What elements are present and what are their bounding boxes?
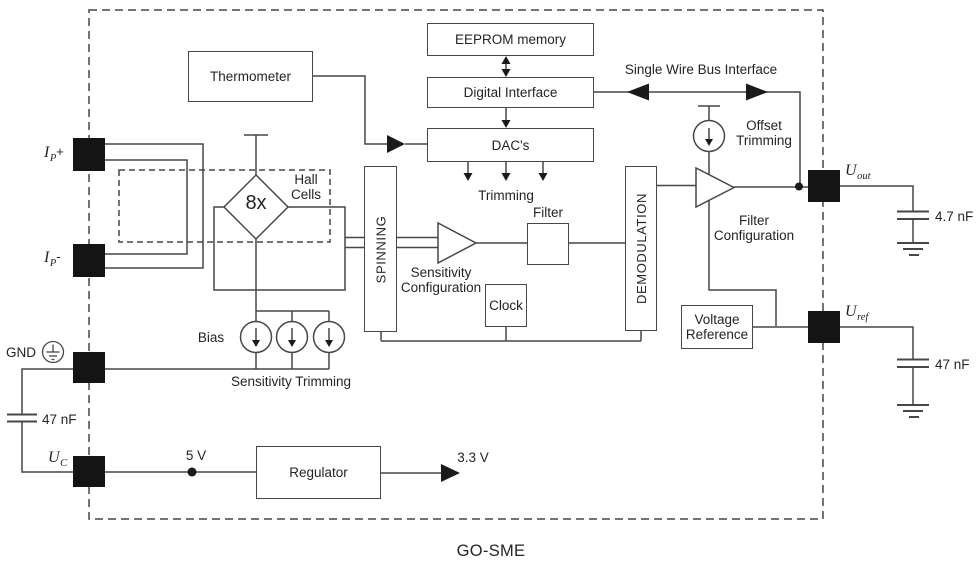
hall-frontend-outline [214,207,345,290]
thermometer-label: Thermometer [209,69,292,84]
spinning-block [364,166,397,332]
filter-configuration-label: Filter Configuration [713,213,795,243]
demodulation-label: DEMODULATION [633,193,649,304]
hall-cells-label: Hall Cells [290,172,321,202]
voltage-reference-label-2: Reference [685,327,749,342]
filter-block [527,223,569,265]
reference-cap-circuit [840,327,929,417]
regulator-label: Regulator [289,465,348,480]
demodulation-block [625,166,657,331]
clock-block [485,284,527,327]
offset-trimming-source [694,106,725,175]
pad-ip-plus [73,138,105,171]
filter-label: Filter [533,205,563,220]
pin-label-gnd: GND [6,345,36,360]
supply-5v-label: 5 V [185,448,207,463]
pad-gnd [73,352,105,383]
thermometer-block [188,51,313,102]
bias-current-sources [105,239,345,369]
supply-cap-value: 47 nF [42,412,77,427]
pin-label-uc: $U_C$ [48,449,68,469]
offset-trimming-label: Offset Trimming [736,118,792,148]
pin-label-ip-minus: $I_P-$ [44,249,61,269]
sensitivity-configuration-label: Sensitivity Configuration [400,265,482,295]
thermometer-to-dacs-wire [313,76,427,153]
output-junction-dot [795,183,803,191]
voltage-reference-label-1: Voltage [694,312,740,327]
digital-interface-label: Digital Interface [463,85,558,100]
pad-uout [808,170,840,202]
sensitivity-amplifier [438,223,476,263]
eeprom-digital-arrow [502,56,511,77]
eeprom-block [427,23,594,56]
output-cap-value: 4.7 nF [935,209,974,224]
spinning-label: SPINNING [373,215,388,283]
pin-label-ip-plus: $I_P+$ [44,144,64,164]
hall-multiplier-label: 8x [245,192,267,214]
single-wire-bus-label: Single Wire Bus Interface [624,62,778,77]
clock-bus [381,327,641,341]
dacs-label: DAC's [491,137,530,153]
hall-supply-bar [244,135,268,175]
pad-uc [73,456,105,487]
diagram-caption: GO-SME [456,542,526,560]
pad-ip-minus [73,244,105,277]
earth-ground-icon [43,342,64,363]
reference-cap-value: 47 nF [935,357,970,372]
pin-label-uout: $U_{out}$ [845,162,871,182]
trimming-label: Trimming [478,188,534,203]
pin-label-uref: $U_{ref}$ [845,303,869,323]
voltage-reference-block [681,305,753,349]
output-cap-circuit [840,186,929,255]
digital-interface-block [427,77,594,108]
dac-trimming-arrows [464,162,548,181]
digital-to-dacs-arrow [502,108,511,128]
dacs-block [427,128,594,162]
eeprom-label: EEPROM memory [454,32,566,47]
bias-label: Bias [197,330,225,345]
sensitivity-trimming-label: Sensitivity Trimming [230,374,352,389]
out-3v3-label: 3.3 V [457,450,489,465]
output-buffer [696,168,734,207]
clock-label: Clock [489,298,523,313]
regulator-block [256,446,381,499]
pad-uref [808,311,840,343]
